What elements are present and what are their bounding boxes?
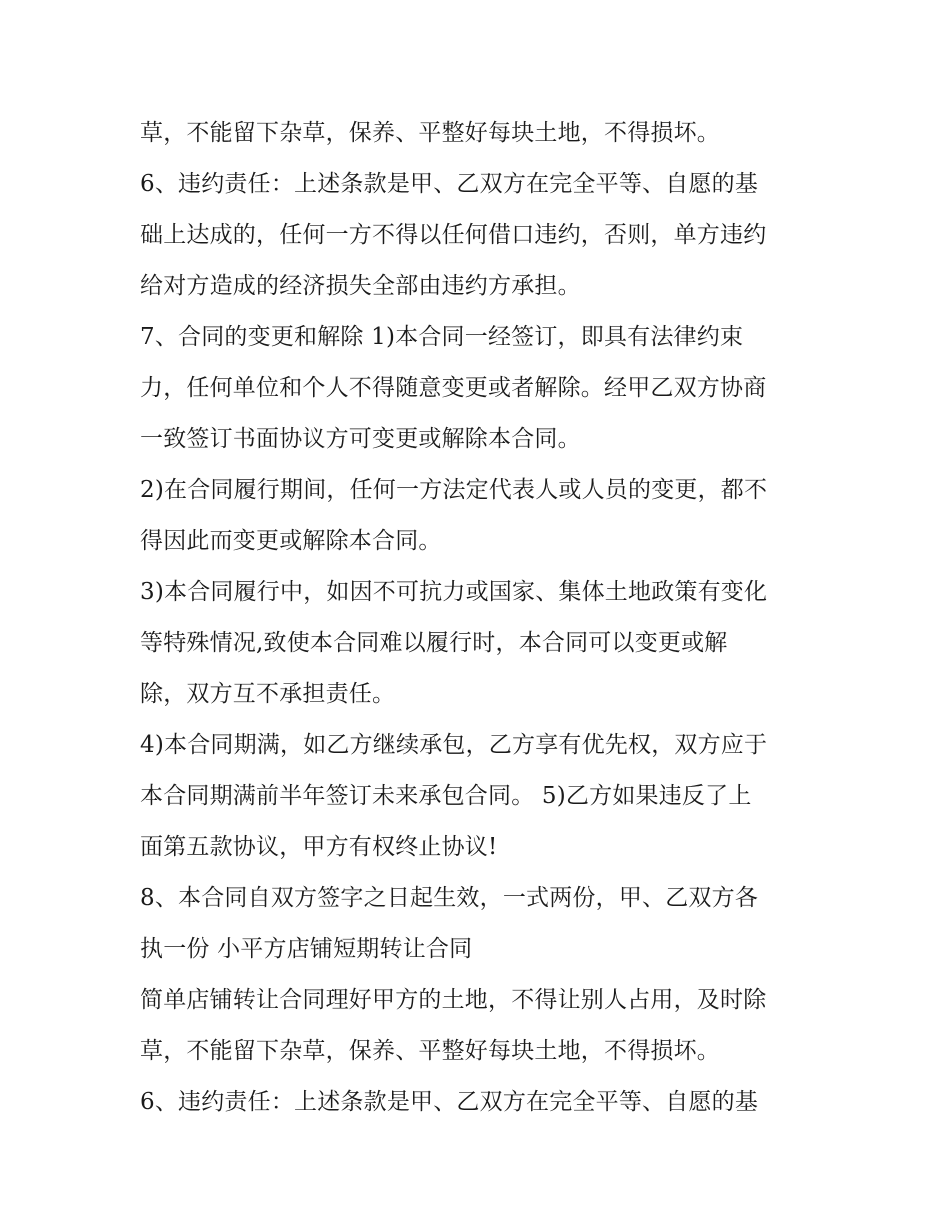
text-line-3: 础上达成的，任何一方不得以任何借口违约，否则，单方违约 — [140, 222, 767, 248]
text-line-9: 得因此而变更或解除本合同。 — [140, 528, 442, 554]
text-line-15: 面第五款协议，甲方有权终止协议! — [140, 834, 498, 860]
text-line-11: 等特殊情况,致使本合同难以履行时，本合同可以变更或解 — [140, 630, 728, 656]
text-line-14: 本合同期满前半年签订未来承包合同。 5)乙方如果违反了上 — [140, 783, 752, 809]
text-line-6: 力，任何单位和个人不得随意变更或者解除。经甲乙双方协商 — [140, 375, 767, 401]
text-line-16: 8、本合同自双方签字之日起生效，一式两份，甲、乙双方各 — [140, 885, 759, 911]
text-line-13: 4)本合同期满，如乙方继续承包，乙方享有优先权，双方应于 — [140, 732, 768, 758]
text-line-17: 执一份 小平方店铺短期转让合同 — [140, 936, 473, 962]
document-body — [140, 108, 820, 1128]
text-line-7: 一致签订书面协议方可变更或解除本合同。 — [140, 426, 581, 452]
text-line-2: 6、违约责任：上述条款是甲、乙双方在完全平等、自愿的基 — [140, 171, 759, 197]
text-line-19: 草，不能留下杂草，保养、平整好每块土地，不得损坏。 — [140, 1038, 720, 1064]
text-line-1: 草，不能留下杂草，保养、平整好每块土地，不得损坏。 — [140, 120, 720, 146]
text-line-4: 给对方造成的经济损失全部由违约方承担。 — [140, 273, 581, 299]
text-line-5: 7、合同的变更和解除 1)本合同一经签订，即具有法律约束 — [140, 324, 744, 350]
text-line-18: 简单店铺转让合同理好甲方的土地，不得让别人占用，及时除 — [140, 987, 767, 1013]
text-line-10: 3)本合同履行中，如因不可抗力或国家、集体土地政策有变化 — [140, 579, 768, 605]
text-line-20: 6、违约责任：上述条款是甲、乙双方在完全平等、自愿的基 — [140, 1089, 759, 1115]
text-line-8: 2)在合同履行期间，任何一方法定代表人或人员的变更，都不 — [140, 477, 768, 503]
text-line-12: 除，双方互不承担责任。 — [140, 681, 396, 707]
